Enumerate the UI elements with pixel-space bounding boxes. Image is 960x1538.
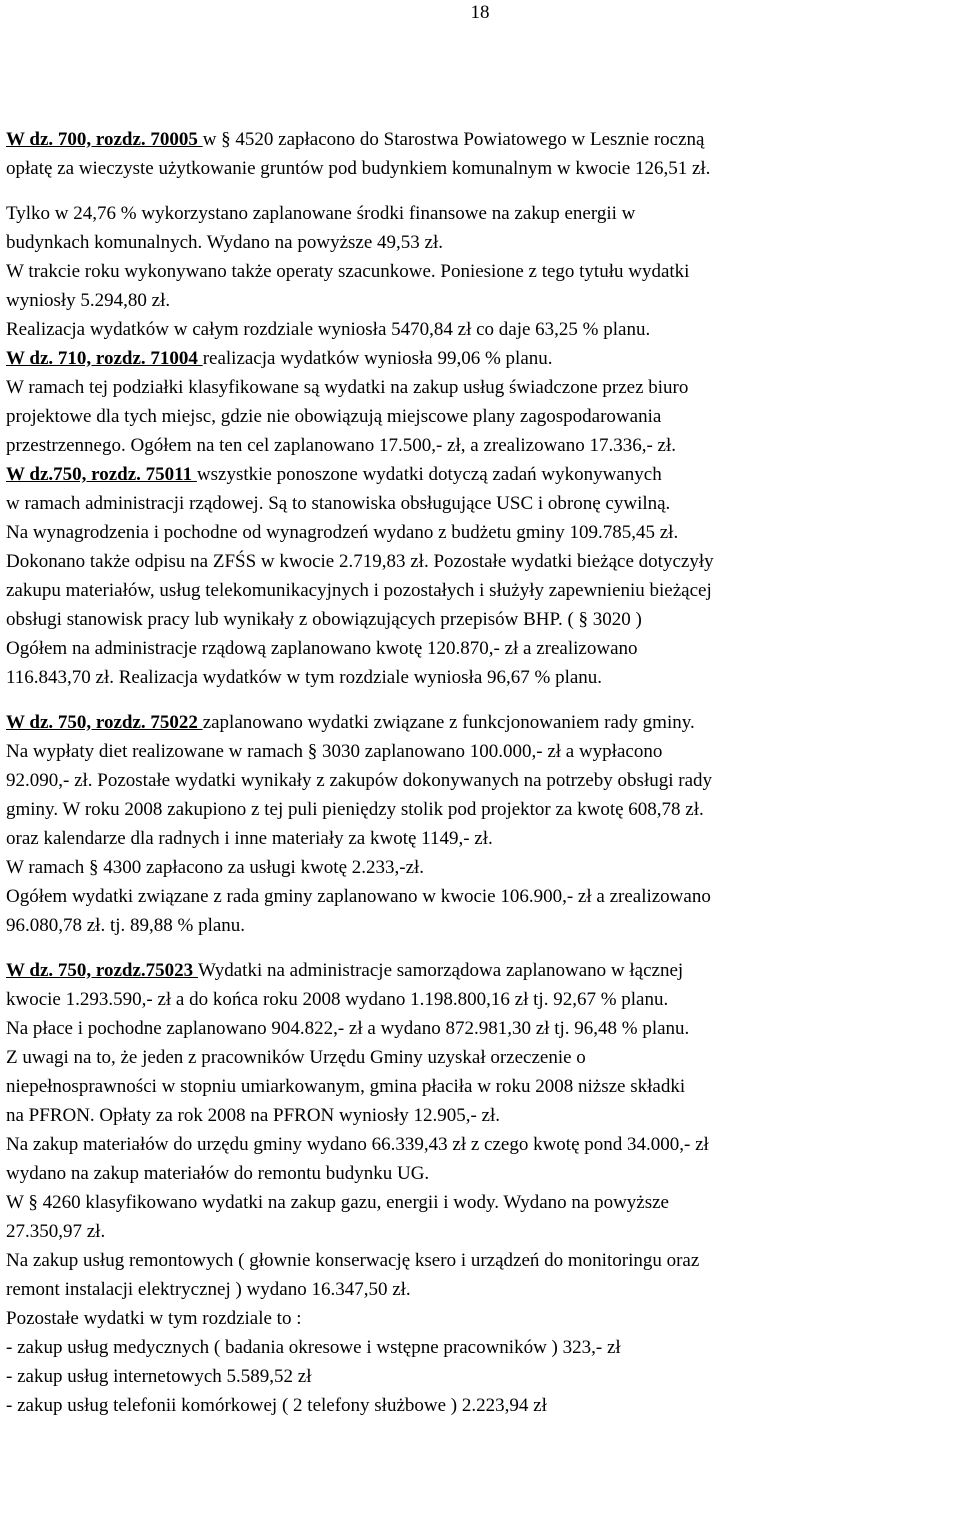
line-text: zaplanowano wydatki związane z funkcjonowaniem rady gminy. <box>202 712 695 733</box>
text-line <box>6 634 960 663</box>
text-line <box>6 1362 960 1391</box>
line-text: na PFRON. Opłaty za rok 2008 na PFRON wyniosły 12.905,- zł. <box>6 1105 500 1126</box>
text-line <box>6 460 960 489</box>
text-line <box>6 257 960 286</box>
text-line <box>6 489 960 518</box>
text-line <box>6 956 960 985</box>
line-text: Na wypłaty diet realizowane w ramach § 3030 zaplanowano 100.000,- zł a wypłacono <box>6 741 663 762</box>
line-text: zakupu materiałów, usług telekomunikacyjnych i pozostałych i służyły zapewnieniu bieżącej <box>6 580 712 601</box>
section-heading: W dz. 700, rozdz. 70005 <box>6 129 203 150</box>
line-text: 92.090,- zł. Pozostałe wydatki wynikały z zakupów dokonywanych na potrzeby obsługi rady <box>6 770 713 791</box>
line-text: Wydatki na administracje samorządowa zaplanowano w łącznej <box>197 960 684 981</box>
text-line <box>6 431 960 460</box>
text-line <box>6 286 960 315</box>
text-line <box>6 1014 960 1043</box>
line-text: kwocie 1.293.590,- zł a do końca roku 2008 wydano 1.198.800,16 zł tj. 92,67 % planu. <box>6 989 669 1010</box>
text-line <box>6 795 960 824</box>
text-line <box>6 1188 960 1217</box>
section-heading: W dz. 750, rozdz. 75022 <box>6 712 203 733</box>
document-body <box>6 125 960 1420</box>
text-line <box>6 315 960 344</box>
line-text: niepełnosprawności w stopniu umiarkowanym, gmina płaciła w roku 2008 niższe składki <box>6 1076 686 1097</box>
line-text: W trakcie roku wykonywano także operaty szacunkowe. Poniesione z tego tytułu wydatki <box>6 261 690 282</box>
line-text: 96.080,78 zł. tj. 89,88 % planu. <box>6 915 246 936</box>
text-line <box>6 344 960 373</box>
line-text: przestrzennego. Ogółem na ten cel zaplanowano 17.500,- zł, a zrealizowano 17.336,- zł. <box>6 435 677 456</box>
line-text: Tylko w 24,76 % wykorzystano zaplanowane środki finansowe na zakup energii w <box>6 203 636 224</box>
line-text: Na zakup usług remontowych ( głownie konserwację ksero i urządzeń do monitoringu oraz <box>6 1250 700 1271</box>
text-line <box>6 373 960 402</box>
line-text: Na zakup materiałów do urzędu gminy wydano 66.339,43 zł z czego kwotę pond 34.000,- zł <box>6 1134 709 1155</box>
section-heading: W dz.750, rozdz. 75011 <box>6 464 197 485</box>
line-text: Z uwagi na to, że jeden z pracowników Urzędu Gminy uzyskał orzeczenie o <box>6 1047 586 1068</box>
text-line <box>6 1275 960 1304</box>
text-line <box>6 1246 960 1275</box>
line-text: Realizacja wydatków w całym rozdziale wyniosła 5470,84 zł co daje 63,25 % planu. <box>6 319 651 340</box>
text-line <box>6 228 960 257</box>
text-line <box>6 154 960 183</box>
text-line <box>6 824 960 853</box>
text-line <box>6 985 960 1014</box>
line-text: w ramach administracji rządowej. Są to stanowiska obsługujące USC i obronę cywilną. <box>6 493 671 514</box>
section-heading: W dz. 750, rozdz.75023 <box>6 960 198 981</box>
line-text: wydano na zakup materiałów do remontu budynku UG. <box>6 1163 430 1184</box>
text-line <box>6 605 960 634</box>
text-line <box>6 1217 960 1246</box>
text-line <box>6 853 960 882</box>
line-text: Ogółem na administracje rządową zaplanowano kwotę 120.870,- zł a zrealizowano <box>6 638 638 659</box>
text-line <box>6 1391 960 1420</box>
line-text: Na płace i pochodne zaplanowano 904.822,- zł a wydano 872.981,30 zł tj. 96,48 % planu. <box>6 1018 690 1039</box>
line-text: Na wynagrodzenia i pochodne od wynagrodzeń wydano z budżetu gminy 109.785,45 zł. <box>6 522 679 543</box>
line-text: budynkach komunalnych. Wydano na powyższe 49,53 zł. <box>6 232 443 253</box>
text-line <box>6 402 960 431</box>
text-line <box>6 1101 960 1130</box>
line-text: Pozostałe wydatki w tym rozdziale to : <box>6 1308 302 1329</box>
paragraph-gap <box>6 940 960 956</box>
text-line <box>6 737 960 766</box>
text-line <box>6 911 960 940</box>
line-text: wszystkie ponoszone wydatki dotyczą zadań wykonywanych <box>196 464 662 485</box>
text-line <box>6 708 960 737</box>
line-text: opłatę za wieczyste użytkowanie gruntów pod budynkiem komunalnym w kwocie 126,51 zł. <box>6 158 711 179</box>
text-line <box>6 125 960 154</box>
text-line <box>6 1159 960 1188</box>
text-line <box>6 1043 960 1072</box>
text-line <box>6 1333 960 1362</box>
line-text: obsługi stanowisk pracy lub wynikały z obowiązujących przepisów BHP. ( § 3020 ) <box>6 609 642 630</box>
line-text: projektowe dla tych miejsc, gdzie nie obowiązują miejscowe plany zagospodarowania <box>6 406 662 427</box>
line-text: remont instalacji elektrycznej ) wydano 16.347,50 zł. <box>6 1279 411 1300</box>
text-line <box>6 576 960 605</box>
text-line <box>6 663 960 692</box>
line-text: oraz kalendarze dla radnych i inne materiały za kwotę 1149,- zł. <box>6 828 493 849</box>
text-line <box>6 1072 960 1101</box>
line-text: wyniosły 5.294,80 zł. <box>6 290 171 311</box>
paragraph-gap <box>6 692 960 708</box>
text-line <box>6 882 960 911</box>
text-line <box>6 518 960 547</box>
line-text: w § 4520 zapłacono do Starostwa Powiatowego w Lesznie roczną <box>202 129 705 150</box>
line-text: Ogółem wydatki związane z rada gminy zaplanowano w kwocie 106.900,- zł a zrealizowano <box>6 886 711 907</box>
text-line <box>6 1304 960 1333</box>
line-text: gminy. W roku 2008 zakupiono z tej puli pieniędzy stolik pod projektor za kwotę 608,78 zł. <box>6 799 704 820</box>
text-line <box>6 547 960 576</box>
text-line <box>6 766 960 795</box>
line-text: W ramach tej podziałki klasyfikowane są wydatki na zakup usług świadczone przez biuro <box>6 377 689 398</box>
line-text: Dokonano także odpisu na ZFŚS w kwocie 2.719,83 zł. Pozostałe wydatki bieżące dotyczyły <box>6 551 714 572</box>
line-text: realizacja wydatków wyniosła 99,06 % planu. <box>202 348 553 369</box>
line-text: W § 4260 klasyfikowano wydatki na zakup gazu, energii i wody. Wydano na powyższe <box>6 1192 669 1213</box>
line-text: - zakup usług internetowych 5.589,52 zł <box>6 1366 312 1387</box>
line-text: - zakup usług telefonii komórkowej ( 2 telefony służbowe ) 2.223,94 zł <box>6 1395 547 1416</box>
line-text: 27.350,97 zł. <box>6 1221 106 1242</box>
page-number: 18 <box>470 2 490 23</box>
section-heading: W dz. 710, rozdz. 71004 <box>6 348 203 369</box>
line-text: - zakup usług medycznych ( badania okresowe i wstępne pracowników ) 323,- zł <box>6 1337 621 1358</box>
text-line <box>6 199 960 228</box>
text-line <box>6 1130 960 1159</box>
line-text: 116.843,70 zł. Realizacja wydatków w tym rozdziale wyniosła 96,67 % planu. <box>6 667 603 688</box>
paragraph-gap <box>6 183 960 199</box>
line-text: W ramach § 4300 zapłacono za usługi kwotę 2.233,-zł. <box>6 857 425 878</box>
